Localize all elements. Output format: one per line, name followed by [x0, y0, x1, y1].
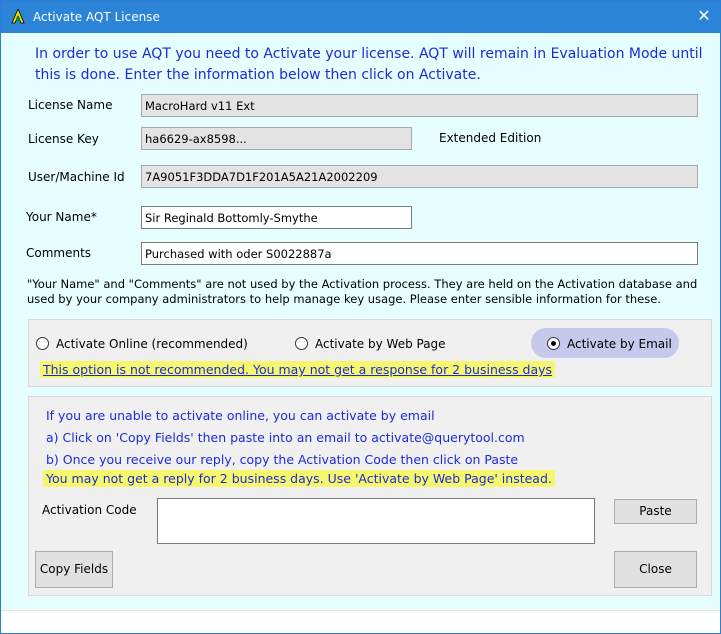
user-machine-id-label: User/Machine Id — [28, 170, 125, 184]
activation-code-label: Activation Code — [42, 503, 137, 517]
email-info-line-2: a) Click on 'Copy Fields' then paste into an email to activate@querytool.com — [46, 430, 525, 445]
usage-note: "Your Name" and "Comments" are not used by the Activation process. They are held on the Activation database and used by your company administrators to help manage key usage. Please enter sensible information for these. — [27, 277, 698, 306]
your-name-input[interactable]: Sir Reginald Bottomly-Smythe — [141, 206, 412, 229]
license-name-field: MacroHard v11 Ext — [141, 94, 698, 117]
license-name-label: License Name — [28, 98, 113, 112]
close-window-icon[interactable]: ✕ — [697, 8, 711, 25]
close-button[interactable]: Close — [614, 551, 697, 588]
copy-fields-button[interactable]: Copy Fields — [35, 551, 113, 588]
paste-button[interactable]: Paste — [614, 499, 697, 524]
email-info-line-1: If you are unable to activate online, you can activate by email — [46, 408, 435, 423]
window-title: Activate AQT License — [33, 10, 160, 24]
activate-email-label: Activate by Email — [567, 337, 672, 351]
activate-email-radio-circle[interactable] — [547, 337, 560, 350]
activate-online-radio-circle[interactable] — [36, 337, 49, 350]
comments-input[interactable]: Purchased with oder S0022887a — [141, 242, 698, 265]
activate-web-page-label: Activate by Web Page — [315, 337, 446, 351]
activation-code-input[interactable] — [157, 498, 595, 544]
your-name-label: Your Name* — [26, 210, 97, 224]
status-bar — [1, 610, 720, 633]
email-not-recommended-warning: This option is not recommended. You may not get a response for 2 business days — [40, 361, 555, 378]
edition-label: Extended Edition — [439, 131, 542, 145]
comments-label: Comments — [26, 246, 92, 260]
user-machine-id-field: 7A9051F3DDA7D1F201A5A21A2002209 — [141, 165, 698, 188]
activate-web-page-radio-circle[interactable] — [295, 337, 308, 350]
intro-text: In order to use AQT you need to Activate your license. AQT will remain in Evaluation Mode until this is done. Enter the information below then click on Activate. — [35, 46, 703, 83]
activate-online-label: Activate Online (recommended) — [56, 337, 248, 351]
license-key-field: ha6629-ax8598... — [141, 127, 412, 150]
aqt-app-icon — [10, 9, 26, 25]
license-key-label: License Key — [28, 132, 99, 146]
email-info-line-3: b) Once you receive our reply, copy the Activation Code then click on Paste — [46, 452, 519, 467]
email-reply-warning: You may not get a reply for 2 business days. Use 'Activate by Web Page' instead. — [43, 470, 555, 487]
activation-method-panel — [28, 319, 712, 387]
email-activation-panel — [28, 396, 712, 596]
title-bar[interactable] — [1, 1, 720, 33]
